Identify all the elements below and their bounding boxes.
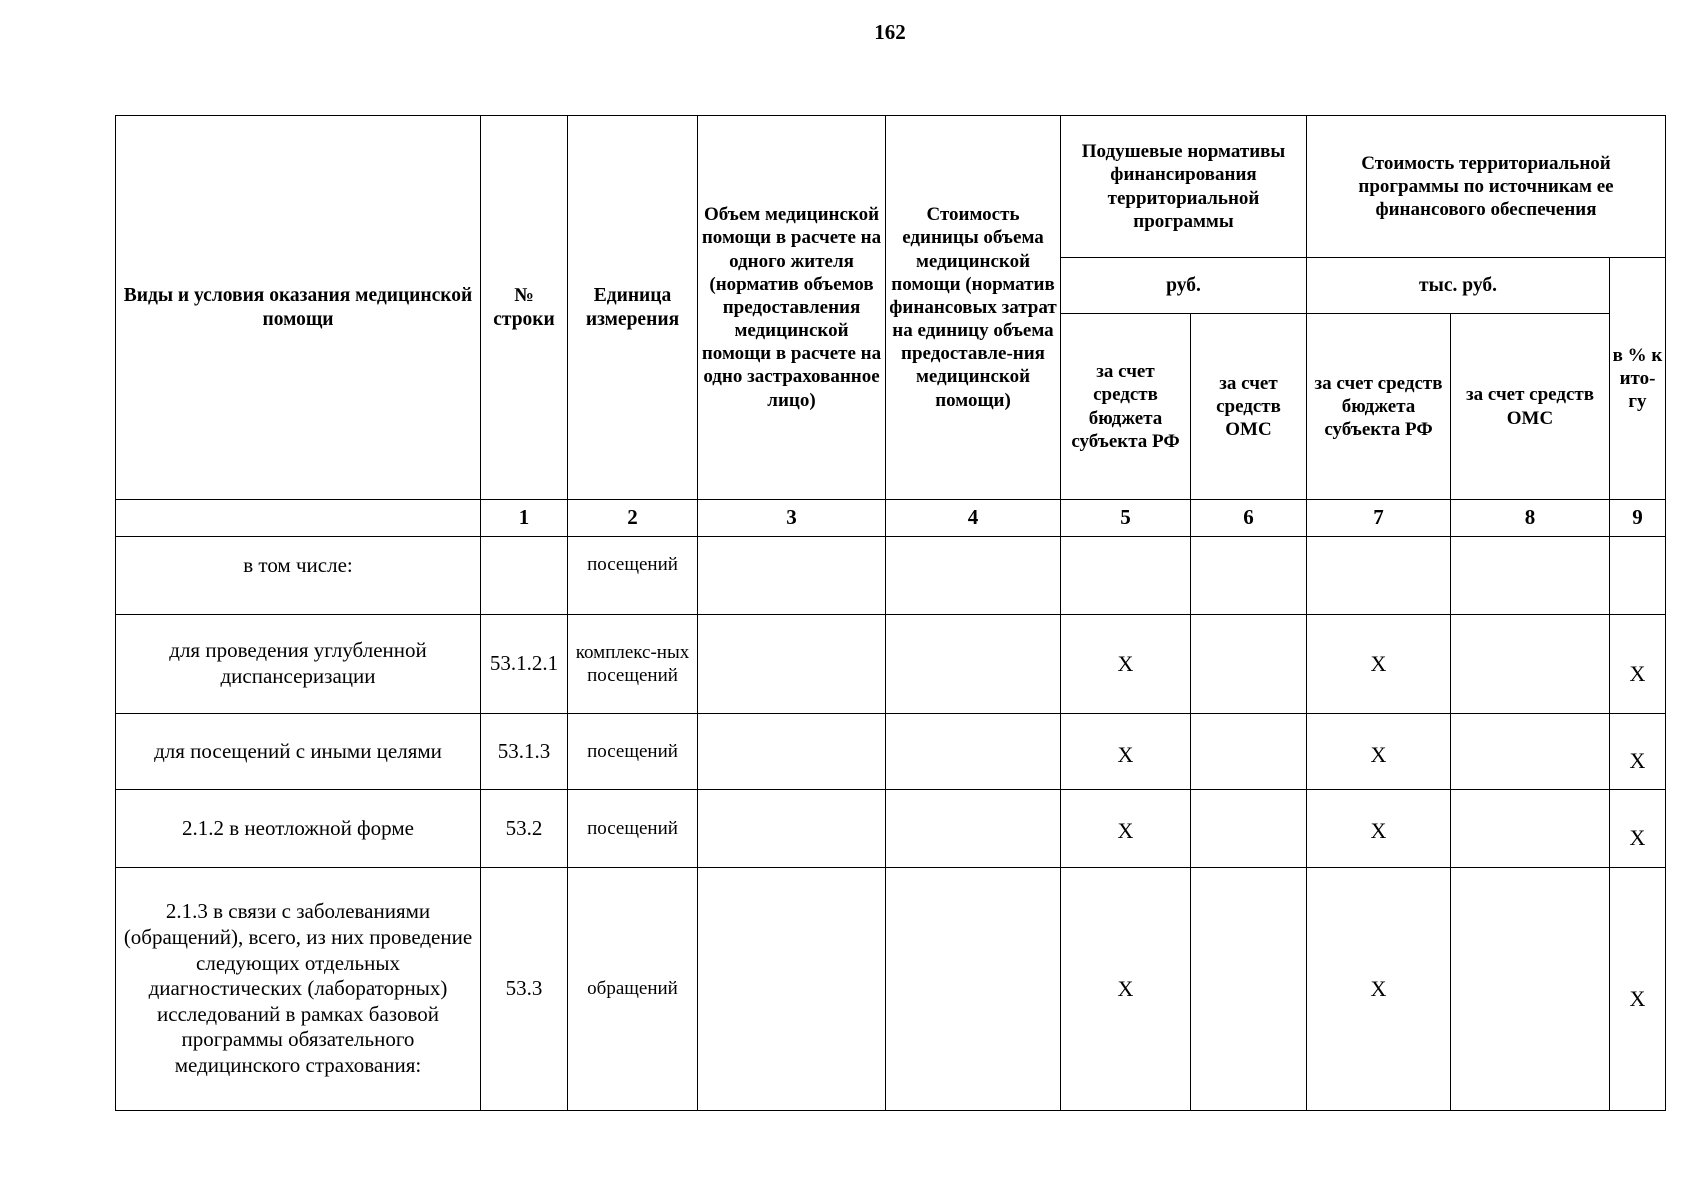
column-number: 4: [886, 500, 1061, 537]
header-kind: Виды и условия оказания медицинской помощи: [116, 116, 481, 500]
cell-row-no: 53.1.3: [481, 714, 568, 790]
cell-unit: комплекс-ных посещений: [568, 615, 698, 714]
header-cost: Стоимость единицы объема медицинской помощи (норматив финансовых затрат на единицу объема предоставле-ния медицинской помощи): [886, 116, 1061, 500]
cell-kind: 2.1.2 в неотложной форме: [116, 790, 481, 868]
cell-unit: посещений: [568, 790, 698, 868]
column-number: 3: [698, 500, 886, 537]
cell-unit: обращений: [568, 868, 698, 1111]
cell-c7: X: [1307, 615, 1451, 714]
table-row: [116, 868, 1666, 1111]
header-cost-group: Стоимость территориальной программы по источникам ее финансового обеспечения: [1307, 116, 1666, 258]
cell-kind: для посещений с иными целями: [116, 714, 481, 790]
cell-c7: [1307, 537, 1451, 615]
cell-c5: X: [1061, 714, 1191, 790]
cell-row-no: 53.3: [481, 868, 568, 1111]
table-row: [116, 537, 1666, 615]
header-budget-rub: за счет средств бюджета субъекта РФ: [1061, 314, 1191, 500]
cell-row-no: [481, 537, 568, 615]
cell-kind: для проведения углубленной диспансеризации: [116, 615, 481, 714]
cell-c5: X: [1061, 615, 1191, 714]
cell-kind: в том числе:: [116, 537, 481, 615]
cell-kind: 2.1.3 в связи с заболеваниями (обращений), всего, из них проведение следующих отдельных диагностических (лабораторных) исследований в рамках базовой программы обязательного медицинского страхования:: [116, 868, 481, 1111]
financing-table: [115, 115, 1666, 1111]
column-number: 2: [568, 500, 698, 537]
column-number: 5: [1061, 500, 1191, 537]
table-row: [116, 714, 1666, 790]
column-number: 8: [1451, 500, 1610, 537]
cell-c9: X: [1610, 868, 1666, 1111]
cell-c7: X: [1307, 714, 1451, 790]
header-row-no: № строки: [481, 116, 568, 500]
header-percent: в % к ито-гу: [1610, 258, 1666, 500]
cell-c5: [1061, 537, 1191, 615]
column-number-blank: [116, 500, 481, 537]
cell-c7: X: [1307, 868, 1451, 1111]
cell-c9: X: [1610, 790, 1666, 868]
header-oms-rub: за счет средств ОМС: [1191, 314, 1307, 500]
page-number: 162: [874, 20, 906, 44]
cell-c7: X: [1307, 790, 1451, 868]
header-oms-thousand: за счет средств ОМС: [1451, 314, 1610, 500]
header-volume: Объем медицинской помощи в расчете на одного жителя (норматив объемов предоставления медицинской помощи в расчете на одно застрахованное лицо): [698, 116, 886, 500]
table-row: [116, 790, 1666, 868]
cell-c9: X: [1610, 714, 1666, 790]
cell-c9: X: [1610, 615, 1666, 714]
cell-c9: [1610, 537, 1666, 615]
column-number: 6: [1191, 500, 1307, 537]
column-number: 7: [1307, 500, 1451, 537]
header-unit: Единица измерения: [568, 116, 698, 500]
table-row: [116, 615, 1666, 714]
cell-unit: посещений: [568, 537, 698, 615]
header-unit-thousand-rub: тыс. руб.: [1307, 258, 1610, 314]
header-unit-rub: руб.: [1061, 258, 1307, 314]
header-budget-thousand: за счет средств бюджета субъекта РФ: [1307, 314, 1451, 500]
cell-row-no: 53.1.2.1: [481, 615, 568, 714]
cell-unit: посещений: [568, 714, 698, 790]
column-number: 9: [1610, 500, 1666, 537]
cell-c5: X: [1061, 868, 1191, 1111]
header-per-capita-group: Подушевые нормативы финансирования территориальной программы: [1061, 116, 1307, 258]
cell-c5: X: [1061, 790, 1191, 868]
cell-row-no: 53.2: [481, 790, 568, 868]
column-number: 1: [481, 500, 568, 537]
